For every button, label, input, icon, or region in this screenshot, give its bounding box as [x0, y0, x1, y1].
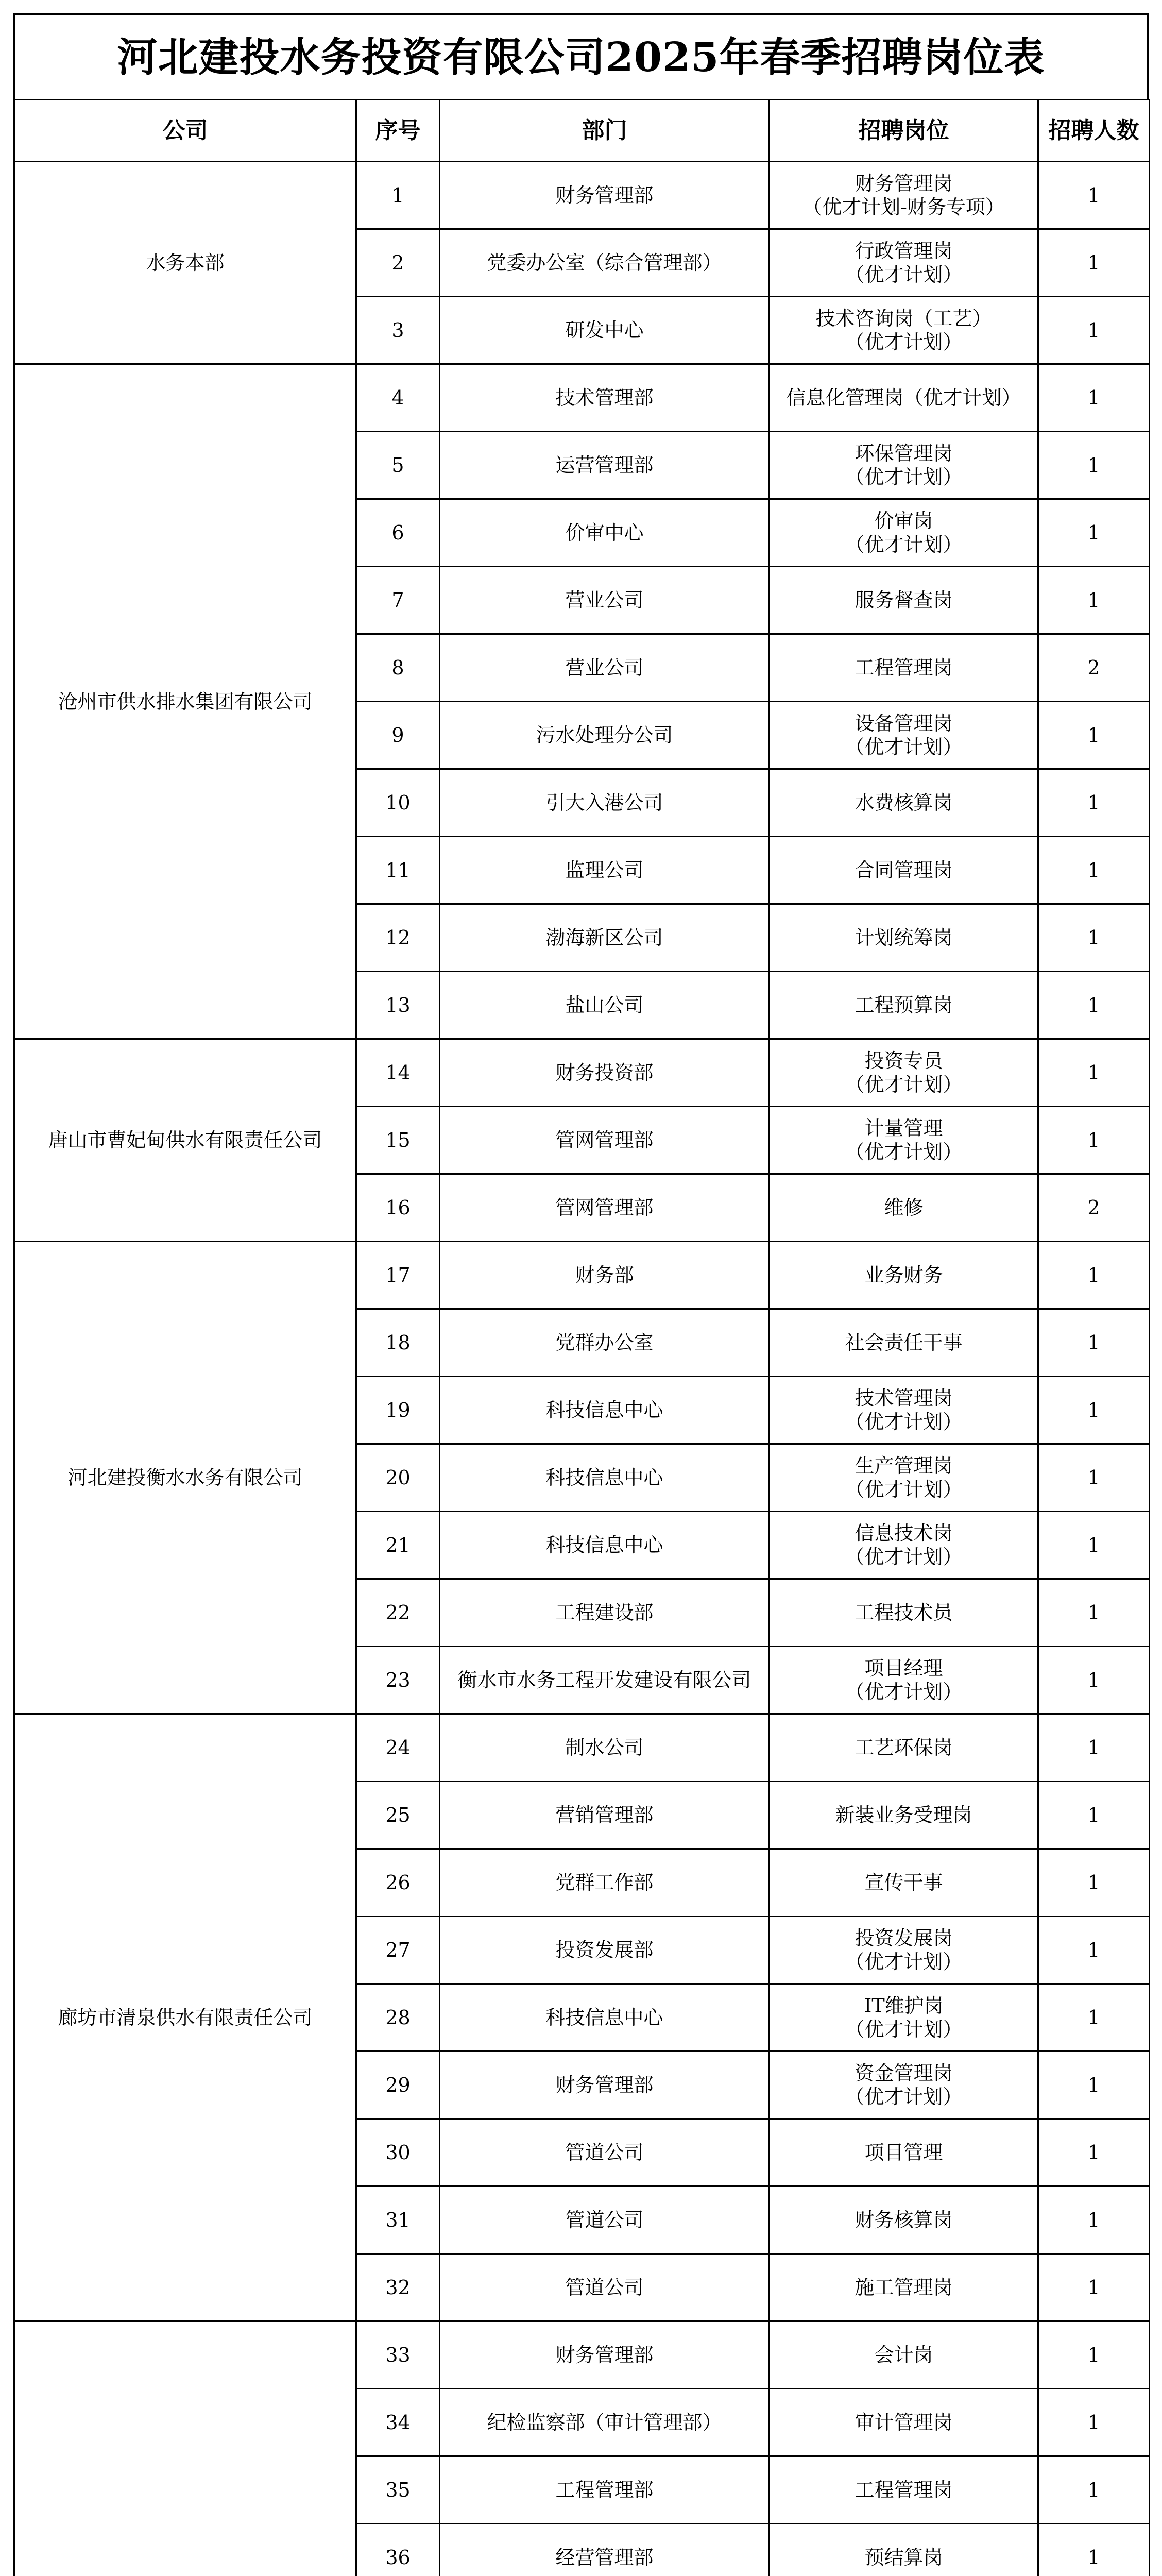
position-line: 工程管理岗 — [855, 656, 953, 679]
position-line: （优才计划） — [845, 263, 963, 286]
department-cell: 营业公司 — [440, 634, 770, 702]
headcount-cell: 1 — [1038, 2456, 1150, 2524]
position-line: （优才计划） — [845, 1411, 963, 1433]
company-cell — [14, 2321, 356, 2576]
headcount-cell: 1 — [1038, 1782, 1150, 1849]
headcount-cell: 1 — [1038, 297, 1150, 364]
position-line: 业务财务 — [864, 1264, 943, 1286]
position-cell — [770, 567, 1038, 634]
position-line: 服务督查岗 — [855, 589, 953, 612]
department-cell: 管网管理部 — [440, 1107, 770, 1174]
headcount-cell: 1 — [1038, 1512, 1150, 1579]
position-cell — [770, 769, 1038, 837]
department-cell: 营销管理部 — [440, 1782, 770, 1849]
position-line: 合同管理岗 — [855, 859, 953, 882]
headcount-cell: 1 — [1038, 162, 1150, 229]
number-cell: 6 — [356, 499, 440, 567]
company-cell: 廊坊市清泉供水有限责任公司 — [14, 1714, 356, 2321]
position-cell — [770, 1984, 1038, 2052]
position-line: 技术咨询岗（工艺） — [815, 307, 992, 330]
position-line: 财务管理岗 — [855, 172, 953, 195]
position-line: 计划统筹岗 — [855, 926, 953, 949]
headcount-cell: 1 — [1038, 229, 1150, 297]
headcount-cell: 1 — [1038, 1377, 1150, 1444]
number-cell: 1 — [356, 162, 440, 229]
department-cell: 工程管理部 — [440, 2456, 770, 2524]
position-line: IT维护岗 — [864, 1994, 944, 2017]
position-line: 信息化管理岗（优才计划） — [786, 386, 1021, 409]
header-row — [14, 100, 1150, 162]
headcount-cell: 1 — [1038, 2524, 1150, 2576]
position-line: 审计管理岗 — [855, 2411, 953, 2434]
headcount-cell: 1 — [1038, 1039, 1150, 1107]
position-line: （优才计划） — [845, 736, 963, 758]
table-row — [14, 1714, 1150, 1782]
number-cell: 21 — [356, 1512, 440, 1579]
number-cell: 32 — [356, 2254, 440, 2321]
position-line: （优才计划） — [845, 1951, 963, 1973]
header-department: 部门 — [440, 100, 770, 162]
company-cell: 水务本部 — [14, 162, 356, 364]
company-cell: 唐山市曹妃甸供水有限责任公司 — [14, 1039, 356, 1242]
department-cell: 营业公司 — [440, 567, 770, 634]
number-cell: 23 — [356, 1647, 440, 1714]
headcount-cell: 1 — [1038, 2321, 1150, 2389]
number-cell: 20 — [356, 1444, 440, 1512]
headcount-cell: 1 — [1038, 904, 1150, 972]
number-cell: 24 — [356, 1714, 440, 1782]
position-cell — [770, 162, 1038, 229]
department-cell: 科技信息中心 — [440, 1984, 770, 2052]
position-line: 生产管理岗 — [855, 1454, 953, 1477]
position-line: 维修 — [884, 1196, 924, 1219]
position-cell — [770, 364, 1038, 432]
table-row — [14, 2321, 1150, 2389]
position-cell — [770, 2187, 1038, 2254]
department-cell: 投资发展部 — [440, 1917, 770, 1984]
headcount-cell: 1 — [1038, 769, 1150, 837]
position-cell — [770, 2389, 1038, 2456]
number-cell: 28 — [356, 1984, 440, 2052]
number-cell: 27 — [356, 1917, 440, 1984]
position-line: 项目经理 — [864, 1657, 943, 1680]
recruitment-sheet — [13, 13, 1149, 2576]
position-cell — [770, 904, 1038, 972]
position-cell — [770, 1174, 1038, 1242]
number-cell: 26 — [356, 1849, 440, 1917]
department-cell: 财务管理部 — [440, 2321, 770, 2389]
department-cell: 党群工作部 — [440, 1849, 770, 1917]
department-cell: 经营管理部 — [440, 2524, 770, 2576]
headcount-cell: 2 — [1038, 634, 1150, 702]
headcount-cell: 1 — [1038, 1107, 1150, 1174]
headcount-cell: 1 — [1038, 1984, 1150, 2052]
table-row — [14, 1242, 1150, 1309]
header-number: 序号 — [356, 100, 440, 162]
position-line: 计量管理 — [864, 1117, 943, 1140]
position-line: （优才计划） — [845, 2018, 963, 2041]
position-line: 信息技术岗 — [855, 1522, 953, 1545]
number-cell: 10 — [356, 769, 440, 837]
headcount-cell: 1 — [1038, 567, 1150, 634]
position-line: 会计岗 — [874, 2344, 933, 2366]
position-cell — [770, 1107, 1038, 1174]
position-cell — [770, 432, 1038, 499]
position-cell — [770, 229, 1038, 297]
position-cell — [770, 837, 1038, 904]
department-cell: 财务投资部 — [440, 1039, 770, 1107]
position-cell — [770, 2052, 1038, 2119]
number-cell: 17 — [356, 1242, 440, 1309]
position-cell — [770, 297, 1038, 364]
department-cell: 渤海新区公司 — [440, 904, 770, 972]
position-line: （优才计划） — [845, 331, 963, 353]
headcount-cell: 1 — [1038, 499, 1150, 567]
position-line: （优才计划） — [845, 1141, 963, 1163]
company-cell: 河北建投衡水水务有限公司 — [14, 1242, 356, 1714]
department-cell: 党委办公室（综合管理部） — [440, 229, 770, 297]
department-cell: 价审中心 — [440, 499, 770, 567]
header-headcount: 招聘人数 — [1038, 100, 1150, 162]
table-row — [14, 364, 1150, 432]
position-cell — [770, 1782, 1038, 1849]
position-line: 工程管理岗 — [855, 2479, 953, 2501]
number-cell: 31 — [356, 2187, 440, 2254]
department-cell: 引大入港公司 — [440, 769, 770, 837]
headcount-cell: 1 — [1038, 1849, 1150, 1917]
position-line: 资金管理岗 — [855, 2062, 953, 2084]
header-company: 公司 — [14, 100, 356, 162]
headcount-cell: 1 — [1038, 837, 1150, 904]
position-line: （优才计划） — [845, 1681, 963, 1703]
headcount-cell: 1 — [1038, 1714, 1150, 1782]
number-cell: 2 — [356, 229, 440, 297]
position-line: 环保管理岗 — [855, 442, 953, 465]
department-cell: 财务管理部 — [440, 162, 770, 229]
recruitment-table — [13, 99, 1150, 2576]
position-cell — [770, 1039, 1038, 1107]
position-line: （优才计划） — [845, 1073, 963, 1096]
headcount-cell: 1 — [1038, 1309, 1150, 1377]
position-cell — [770, 1377, 1038, 1444]
number-cell: 14 — [356, 1039, 440, 1107]
department-cell: 纪检监察部（审计管理部） — [440, 2389, 770, 2456]
headcount-cell: 1 — [1038, 1579, 1150, 1647]
number-cell: 12 — [356, 904, 440, 972]
position-cell — [770, 2119, 1038, 2187]
department-cell: 污水处理分公司 — [440, 702, 770, 769]
position-line: 投资发展岗 — [855, 1927, 953, 1950]
position-line: 工艺环保岗 — [855, 1736, 953, 1759]
position-cell — [770, 1714, 1038, 1782]
position-line: （优才计划） — [845, 2086, 963, 2108]
department-cell: 研发中心 — [440, 297, 770, 364]
position-cell — [770, 1242, 1038, 1309]
number-cell: 36 — [356, 2524, 440, 2576]
number-cell: 11 — [356, 837, 440, 904]
position-cell — [770, 1309, 1038, 1377]
position-cell — [770, 634, 1038, 702]
position-cell — [770, 2254, 1038, 2321]
headcount-cell: 1 — [1038, 364, 1150, 432]
department-cell: 财务部 — [440, 1242, 770, 1309]
position-line: 财务核算岗 — [855, 2209, 953, 2231]
department-cell: 工程建设部 — [440, 1579, 770, 1647]
number-cell: 25 — [356, 1782, 440, 1849]
headcount-cell: 1 — [1038, 1917, 1150, 1984]
position-line: （优才计划） — [845, 466, 963, 488]
department-cell: 监理公司 — [440, 837, 770, 904]
number-cell: 18 — [356, 1309, 440, 1377]
position-cell — [770, 972, 1038, 1039]
department-cell: 盐山公司 — [440, 972, 770, 1039]
number-cell: 33 — [356, 2321, 440, 2389]
position-cell — [770, 2524, 1038, 2576]
position-line: （优才计划） — [845, 1546, 963, 1568]
position-cell — [770, 1444, 1038, 1512]
position-cell — [770, 1917, 1038, 1984]
department-cell: 党群办公室 — [440, 1309, 770, 1377]
department-cell: 财务管理部 — [440, 2052, 770, 2119]
number-cell: 19 — [356, 1377, 440, 1444]
department-cell: 管道公司 — [440, 2254, 770, 2321]
department-cell: 管道公司 — [440, 2187, 770, 2254]
number-cell: 35 — [356, 2456, 440, 2524]
number-cell: 15 — [356, 1107, 440, 1174]
position-line: 工程技术员 — [855, 1601, 953, 1624]
position-cell — [770, 2456, 1038, 2524]
position-line: 价审岗 — [874, 510, 933, 532]
position-line: 项目管理 — [864, 2141, 943, 2164]
headcount-cell: 1 — [1038, 972, 1150, 1039]
position-line: 宣传干事 — [864, 1871, 943, 1894]
department-cell: 管网管理部 — [440, 1174, 770, 1242]
headcount-cell: 1 — [1038, 702, 1150, 769]
position-cell — [770, 1579, 1038, 1647]
number-cell: 9 — [356, 702, 440, 769]
position-line: 投资专员 — [864, 1049, 943, 1072]
headcount-cell: 2 — [1038, 1174, 1150, 1242]
headcount-cell: 1 — [1038, 1242, 1150, 1309]
company-cell: 沧州市供水排水集团有限公司 — [14, 364, 356, 1039]
table-row — [14, 162, 1150, 229]
headcount-cell: 1 — [1038, 2389, 1150, 2456]
department-cell: 科技信息中心 — [440, 1512, 770, 1579]
headcount-cell: 1 — [1038, 2187, 1150, 2254]
department-cell: 制水公司 — [440, 1714, 770, 1782]
number-cell: 29 — [356, 2052, 440, 2119]
position-line: （优才计划-财务专项） — [802, 196, 1005, 218]
position-cell — [770, 1647, 1038, 1714]
headcount-cell: 1 — [1038, 2119, 1150, 2187]
number-cell: 13 — [356, 972, 440, 1039]
headcount-cell: 1 — [1038, 1647, 1150, 1714]
table-body — [14, 162, 1150, 2576]
department-cell: 技术管理部 — [440, 364, 770, 432]
position-line: 新装业务受理岗 — [835, 1804, 972, 1826]
department-cell: 衡水市水务工程开发建设有限公司 — [440, 1647, 770, 1714]
headcount-cell: 1 — [1038, 2254, 1150, 2321]
position-cell — [770, 2321, 1038, 2389]
department-cell: 运营管理部 — [440, 432, 770, 499]
department-cell: 科技信息中心 — [440, 1377, 770, 1444]
headcount-cell: 1 — [1038, 1444, 1150, 1512]
number-cell: 3 — [356, 297, 440, 364]
number-cell: 30 — [356, 2119, 440, 2187]
number-cell: 4 — [356, 364, 440, 432]
department-cell: 科技信息中心 — [440, 1444, 770, 1512]
headcount-cell: 1 — [1038, 2052, 1150, 2119]
department-cell: 管道公司 — [440, 2119, 770, 2187]
number-cell: 22 — [356, 1579, 440, 1647]
position-line: 水费核算岗 — [855, 791, 953, 814]
position-line: （优才计划） — [845, 1478, 963, 1501]
position-line: 行政管理岗 — [855, 240, 953, 262]
headcount-cell: 1 — [1038, 432, 1150, 499]
table-row — [14, 1039, 1150, 1107]
position-cell — [770, 1849, 1038, 1917]
number-cell: 5 — [356, 432, 440, 499]
position-line: 工程预算岗 — [855, 994, 953, 1016]
position-line: 设备管理岗 — [855, 712, 953, 735]
number-cell: 34 — [356, 2389, 440, 2456]
position-cell — [770, 499, 1038, 567]
position-line: 施工管理岗 — [855, 2276, 953, 2299]
position-line: 社会责任干事 — [845, 1331, 963, 1354]
header-position: 招聘岗位 — [770, 100, 1038, 162]
number-cell: 8 — [356, 634, 440, 702]
position-line: （优才计划） — [845, 533, 963, 556]
number-cell: 7 — [356, 567, 440, 634]
number-cell: 16 — [356, 1174, 440, 1242]
position-cell — [770, 1512, 1038, 1579]
page-title: 河北建投水务投资有限公司2025年春季招聘岗位表 — [13, 13, 1149, 99]
position-line: 预结算岗 — [864, 2546, 943, 2569]
position-line: 技术管理岗 — [855, 1387, 953, 1410]
position-cell — [770, 702, 1038, 769]
